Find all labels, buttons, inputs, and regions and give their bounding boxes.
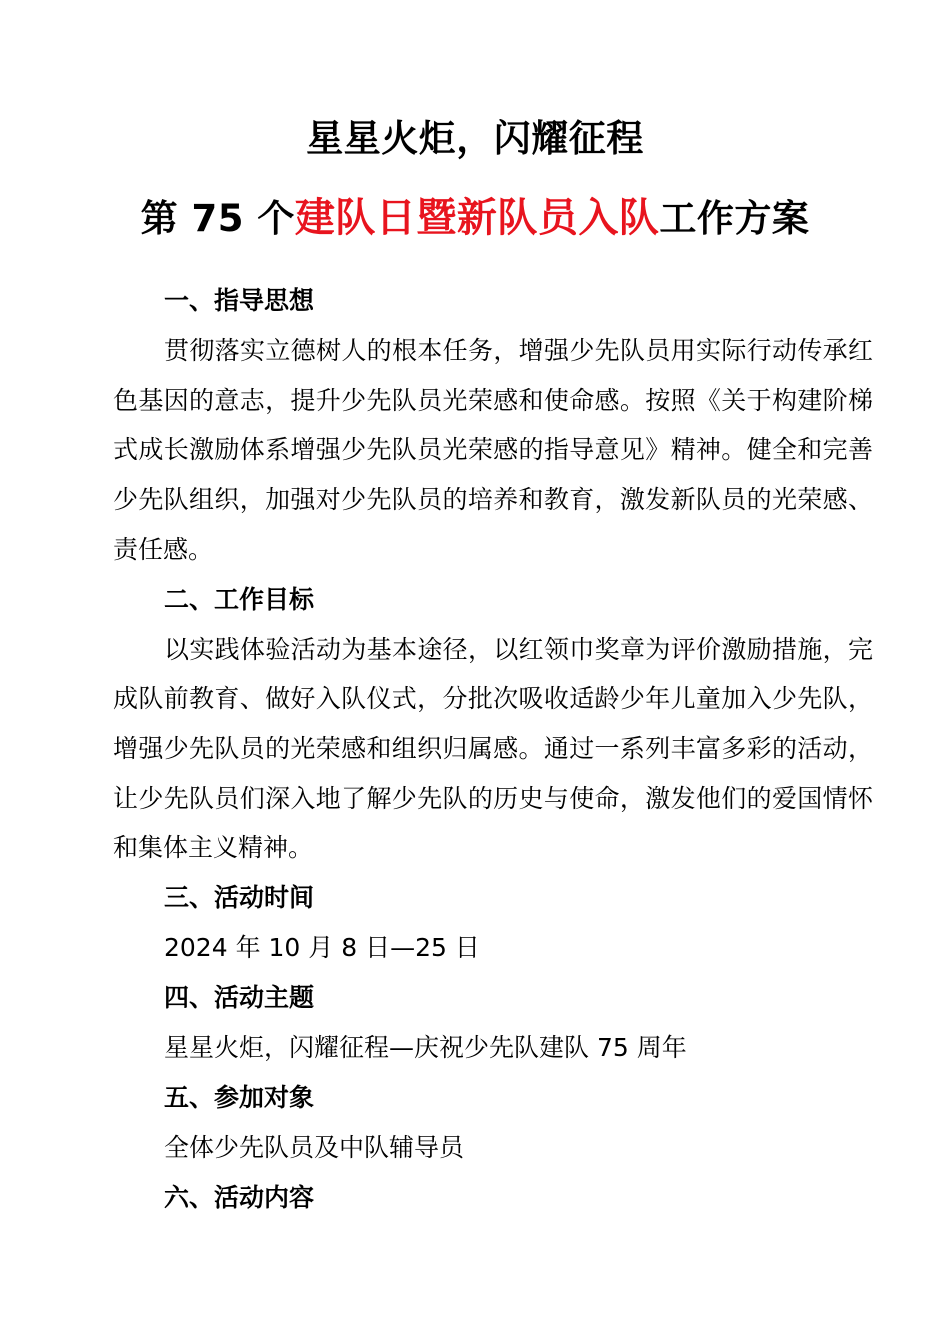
- document-body: [113, 276, 873, 1223]
- subtitle-prefix: 第 75 个: [140, 197, 295, 240]
- document-title: 星星火炬，闪耀征程: [306, 117, 644, 160]
- section-heading-activity-theme: 四、活动主题: [164, 983, 315, 1013]
- section-body-activity-theme: 星星火炬，闪耀征程—庆祝少先队建队 75 周年: [164, 1033, 687, 1063]
- section-body-activity-time: 2024 年 10 月 8 日—25 日: [164, 933, 480, 963]
- section-body-participants: 全体少先队员及中队辅导员: [164, 1133, 465, 1163]
- subtitle-suffix: 工作方案: [659, 197, 810, 240]
- document-subtitle: [0, 193, 950, 244]
- section-heading-guiding-ideology: 一、指导思想: [164, 286, 315, 315]
- section-heading-activity-time: 三、活动时间: [164, 883, 315, 913]
- section-heading-participants: 五、参加对象: [164, 1083, 315, 1113]
- section-body-guiding-ideology: 贯彻落实立德树人的根本任务，增强少先队员用实际行动传承红色基因的意志，提升少先队员光荣感和使命感。按照《关于构建阶梯式成长激励体系增强少先队员光荣感的指导意见》精神。健全和完善少先队组织，加强对少先队员的培养和教育，激发新队员的光荣感、责任感。: [113, 336, 873, 564]
- subtitle-highlight: 建队日暨新队员入队: [294, 195, 660, 241]
- section-body-work-goals: 以实践体验活动为基本途径，以红领巾奖章为评价激励措施，完成队前教育、做好入队仪式，分批次吸收适龄少年儿童加入少先队，增强少先队员的光荣感和组织归属感。通过一系列丰富多彩的活动，让少先队员们深入地了解少先队的历史与使命，激发他们的爱国情怀和集体主义精神。: [113, 634, 873, 863]
- section-heading-work-goals: 二、工作目标: [164, 584, 315, 614]
- section-heading-activity-content: 六、活动内容: [164, 1183, 315, 1213]
